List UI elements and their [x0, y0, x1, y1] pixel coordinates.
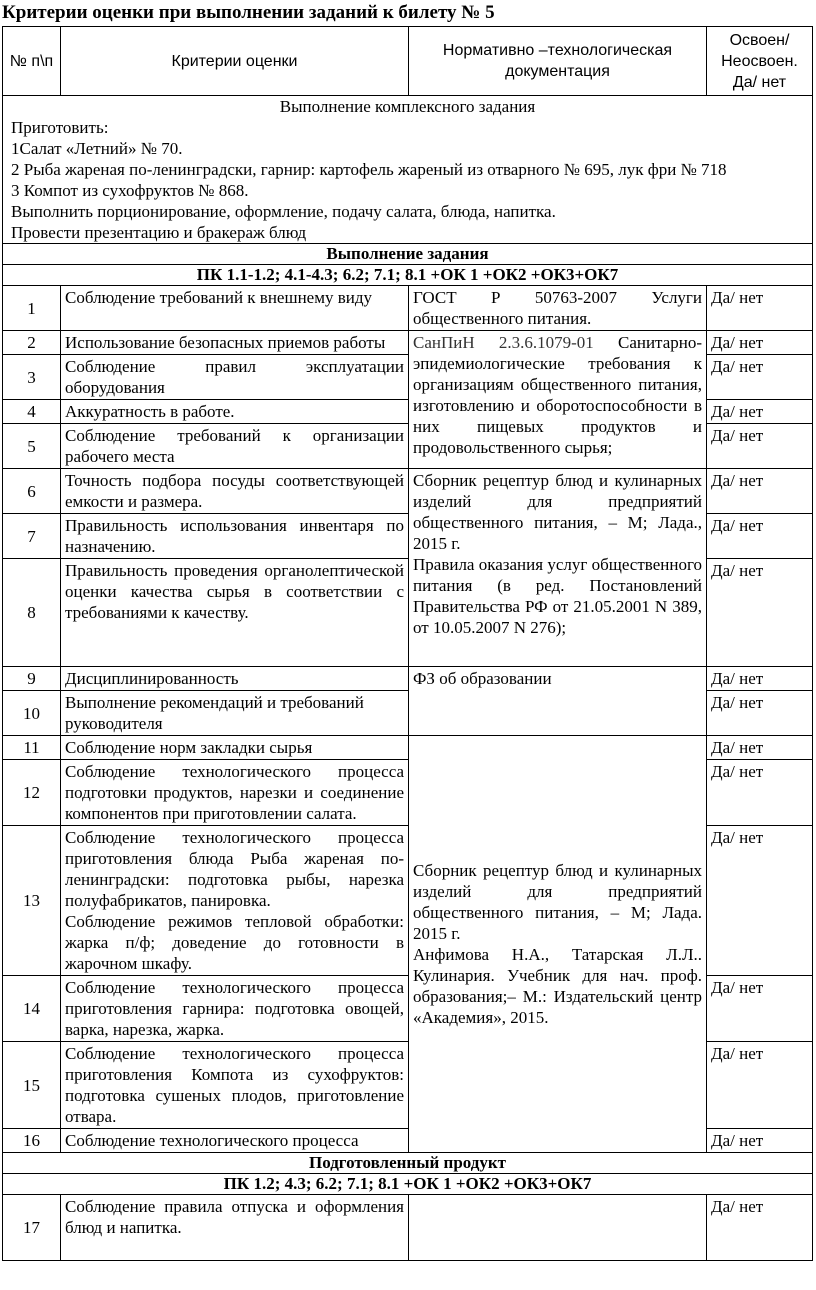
answer-cell: Да/ нет: [707, 424, 813, 469]
row-number: 14: [3, 976, 61, 1042]
criterion-text: Выполнение рекомендаций и требований руководителя: [61, 691, 409, 736]
doc-anfimova: Анфимова Н.А., Татарская Л.Л.. Кулинария. Учебник для нач. проф. образования;– М.: Издательский центр «Академия», 2015.: [413, 945, 702, 1027]
answer-cell: Да/ нет: [707, 400, 813, 424]
criterion-text: Дисциплинированность: [61, 667, 409, 691]
criterion-text-part: Соблюдение режимов тепловой обработки: жарка п/ф; доведение до готовности в жарочном шкафу.: [65, 912, 404, 973]
doc-sbornik-pravila: [409, 469, 707, 667]
row-number: 10: [3, 691, 61, 736]
table-row: [3, 469, 813, 514]
intro-line: 2 Рыба жареная по-ленинградски, гарнир: картофель жареный из отварного № 695, лук фри № 718: [11, 160, 727, 179]
criterion-text: Соблюдение технологического процесса подготовки продуктов, нарезки и соединение компонентов при приготовлении салата.: [61, 760, 409, 826]
criterion-text: Правильность использования инвентаря по назначению.: [61, 514, 409, 559]
row-number: 3: [3, 355, 61, 400]
doc-fz: ФЗ об образовании: [409, 667, 707, 736]
header-status: Освоен/ Неосвоен. Да/ нет: [707, 27, 813, 96]
table-row: [3, 1195, 813, 1261]
criteria-table: [2, 26, 813, 1261]
table-row: [3, 286, 813, 331]
row-number: 7: [3, 514, 61, 559]
doc-empty: [409, 1195, 707, 1261]
doc-sbornik-anfimova: [409, 736, 707, 1153]
criterion-text: Аккуратность в работе.: [61, 400, 409, 424]
row-number: 6: [3, 469, 61, 514]
doc-sanpin: [409, 331, 707, 469]
answer-cell: Да/ нет: [707, 691, 813, 736]
section-row: [3, 265, 813, 286]
criterion-text: [61, 826, 409, 976]
row-number: 8: [3, 559, 61, 667]
answer-cell: Да/ нет: [707, 736, 813, 760]
answer-cell: Да/ нет: [707, 1042, 813, 1129]
doc-pravila: Правила оказания услуг общественного питания (в ред. Постановлений Правительства РФ от 21.05.2001 N 389, от 10.05.2007 N 276);: [413, 555, 702, 637]
criterion-text: Соблюдение правил эксплуатации оборудования: [61, 355, 409, 400]
doc-sbornik: Сборник рецептур блюд и кулинарных изделий для предприятий общественного питания, – М; Лада., 2015 г.: [413, 471, 702, 553]
criterion-text: Правильность проведения органолептической оценки качества сырья в соответствии с требованиями к качеству.: [61, 559, 409, 667]
sanpin-text: Санитарно-эпидемиологические требования к организациям общественного питания, изготовлению и оборотоспособности в них пищевых продуктов и продовольственного сырья;: [413, 333, 702, 457]
row-number: 1: [3, 286, 61, 331]
sanpin-code: СанПиН 2.3.6.1079-01: [413, 333, 594, 352]
row-number: 9: [3, 667, 61, 691]
row-number: 4: [3, 400, 61, 424]
answer-cell: Да/ нет: [707, 469, 813, 514]
answer-cell: Да/ нет: [707, 286, 813, 331]
section-codes: ПК 1.2; 4.3; 6.2; 7.1; 8.1 +ОК 1 +ОК2 +ОК3+ОК7: [3, 1174, 813, 1195]
answer-cell: Да/ нет: [707, 1129, 813, 1153]
criterion-text: Соблюдение технологического процесса: [61, 1129, 409, 1153]
header-docs: Нормативно –технологическая документация: [409, 27, 707, 96]
section-codes: ПК 1.1-1.2; 4.1-4.3; 6.2; 7.1; 8.1 +ОК 1 +ОК2 +ОК3+ОК7: [3, 265, 813, 286]
section-title: Подготовленный продукт: [3, 1153, 813, 1174]
row-number: 15: [3, 1042, 61, 1129]
intro-title: Выполнение комплексного задания: [279, 97, 536, 116]
intro-row: [3, 96, 813, 244]
row-number: 16: [3, 1129, 61, 1153]
row-number: 5: [3, 424, 61, 469]
header-num: № п\п: [3, 27, 61, 96]
row-number: 17: [3, 1195, 61, 1261]
criterion-text-part: Соблюдение технологического процесса приготовления блюда Рыба жареная по-ленинградски: подготовка рыбы, нарезка полуфабрикатов, панировка.: [65, 828, 404, 910]
table-row: [3, 736, 813, 760]
doc-sbornik2: Сборник рецептур блюд и кулинарных изделий для предприятий общественного питания, – М; Лада. 2015 г.: [413, 861, 702, 943]
row-number: 11: [3, 736, 61, 760]
answer-cell: Да/ нет: [707, 976, 813, 1042]
criterion-text: Соблюдение технологического процесса приготовления Компота из сухофруктов: подготовка сушеных плодов, приготовление отвара.: [61, 1042, 409, 1129]
answer-cell: Да/ нет: [707, 760, 813, 826]
answer-cell: Да/ нет: [707, 826, 813, 976]
criterion-text: Соблюдение технологического процесса приготовления гарнира: подготовка овощей, варка, нарезка, жарка.: [61, 976, 409, 1042]
section-row: [3, 1174, 813, 1195]
intro-line: Выполнить порционирование, оформление, подачу салата, блюда, напитка.: [11, 202, 556, 221]
header-criteria: Критерии оценки: [61, 27, 409, 96]
table-row: [3, 667, 813, 691]
answer-cell: Да/ нет: [707, 1195, 813, 1261]
section-row: [3, 1153, 813, 1174]
intro-cell: [3, 96, 813, 244]
row-number: 2: [3, 331, 61, 355]
answer-cell: Да/ нет: [707, 355, 813, 400]
criterion-text: Соблюдение требований к организации рабочего места: [61, 424, 409, 469]
answer-cell: Да/ нет: [707, 514, 813, 559]
row-number: 13: [3, 826, 61, 976]
intro-line: Провести презентацию и бракераж блюд: [11, 223, 307, 242]
doc-gost: ГОСТ Р 50763-2007 Услуги общественного питания.: [409, 286, 707, 331]
criterion-text: Точность подбора посуды соответствующей емкости и размера.: [61, 469, 409, 514]
intro-line: 3 Компот из сухофруктов № 868.: [11, 181, 249, 200]
table-row: [3, 331, 813, 355]
answer-cell: Да/ нет: [707, 667, 813, 691]
criterion-text: Соблюдение норм закладки сырья: [61, 736, 409, 760]
row-number: 12: [3, 760, 61, 826]
criterion-text: Соблюдение требований к внешнему виду: [61, 286, 409, 331]
section-row: [3, 244, 813, 265]
criterion-text: Соблюдение правила отпуска и оформления блюд и напитка.: [61, 1195, 409, 1261]
intro-line: 1Салат «Летний» № 70.: [11, 139, 183, 158]
section-title: Выполнение задания: [3, 244, 813, 265]
answer-cell: Да/ нет: [707, 331, 813, 355]
criterion-text: Использование безопасных приемов работы: [61, 331, 409, 355]
table-header-row: [3, 27, 813, 96]
page-title: Критерии оценки при выполнении заданий к билету № 5: [2, 2, 495, 23]
intro-line: Приготовить:: [11, 118, 109, 137]
answer-cell: Да/ нет: [707, 559, 813, 667]
